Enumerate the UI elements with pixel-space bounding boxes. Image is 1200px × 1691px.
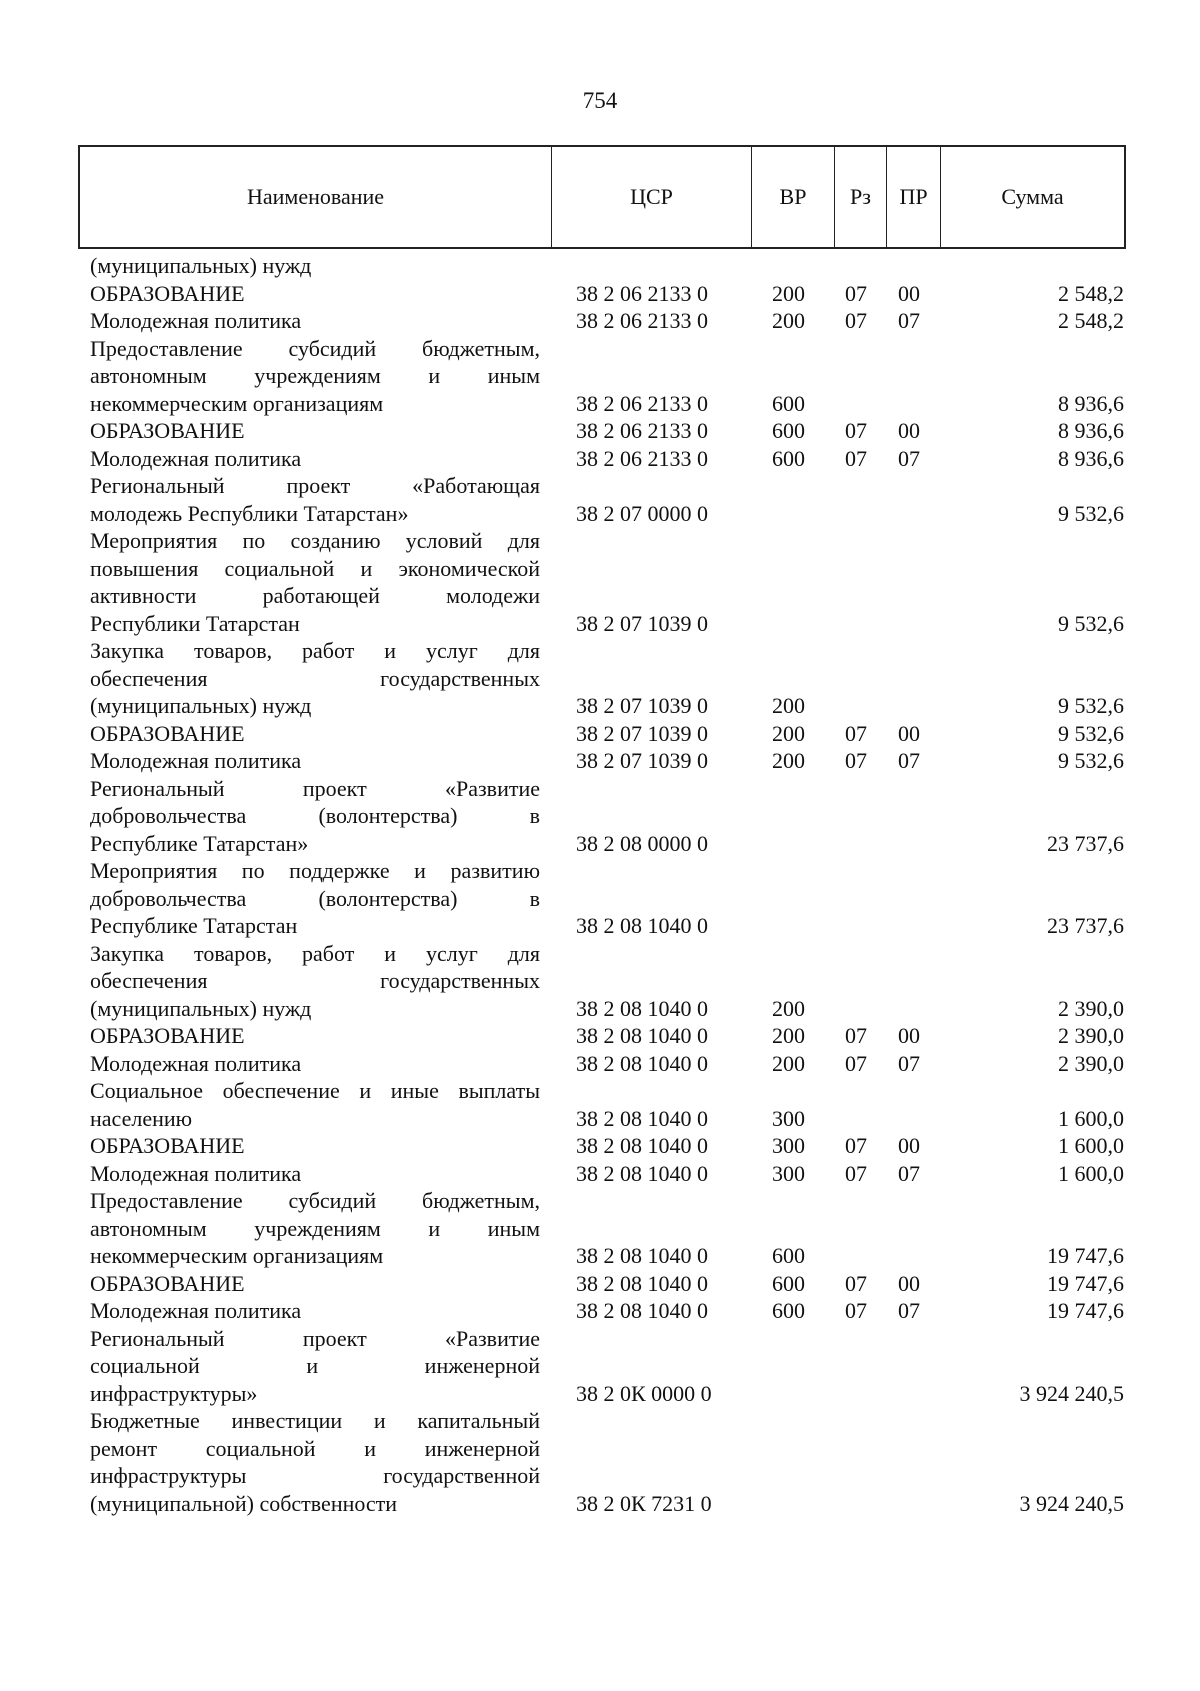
row-name-line: Региональный проект «Развитие — [90, 1325, 540, 1351]
table-row — [0, 1132, 1200, 1160]
table-row — [0, 472, 1200, 527]
header-sum: Сумма — [1001, 184, 1064, 209]
cell-sum: 9 532,6 — [1058, 693, 1124, 718]
cell-vr: 200 — [772, 995, 805, 1021]
row-name — [90, 747, 540, 775]
cell-vr: 300 — [772, 1105, 805, 1131]
table-row — [0, 1270, 1200, 1298]
table-row — [0, 252, 1200, 280]
header-vr: ВР — [752, 147, 835, 247]
cell-pr: 00 — [898, 720, 920, 746]
table-row — [0, 1325, 1200, 1408]
cell-vr: 600 — [772, 445, 805, 471]
table-body — [0, 252, 1200, 1517]
cell-pr: 00 — [898, 1023, 920, 1048]
cell-sum: 2 548,2 — [1058, 308, 1124, 333]
cell-sum: 1 600,0 — [1058, 1133, 1124, 1158]
table-row — [0, 1187, 1200, 1270]
row-name-line: некоммерческим организациям — [90, 1243, 384, 1268]
row-name — [90, 417, 540, 445]
row-name-line: Республике Татарстан» — [90, 830, 309, 856]
table-row — [0, 1297, 1200, 1325]
cell-vr: 300 — [772, 1133, 805, 1158]
cell-vr: 200 — [772, 1023, 805, 1048]
cell-pr: 07 — [898, 1298, 920, 1323]
table-row — [0, 280, 1200, 308]
table-row — [0, 720, 1200, 748]
cell-csr: 38 2 07 1039 0 — [576, 720, 708, 746]
row-name-line: инфраструктуры государственной — [90, 1463, 540, 1488]
cell-pr: 07 — [898, 1050, 920, 1076]
row-name-line: (муниципальных) нужд — [90, 253, 312, 278]
cell-csr: 38 2 08 1040 0 — [576, 1050, 708, 1076]
header-name: Наименование — [80, 147, 552, 247]
header-rz: Рз — [835, 147, 887, 247]
row-name — [90, 1132, 540, 1160]
cell-sum: 1 600,0 — [1058, 1105, 1124, 1131]
row-name — [90, 280, 540, 308]
cell-vr: 600 — [772, 418, 805, 443]
row-name-line: Республики Татарстан — [90, 610, 300, 636]
cell-csr: 38 2 08 1040 0 — [576, 1270, 708, 1296]
row-name-line: добровольчества (волонтерства) в — [90, 885, 540, 911]
header-csr: ЦСР — [552, 147, 752, 247]
row-name-line: ОБРАЗОВАНИЕ — [90, 280, 245, 306]
cell-pr: 00 — [898, 280, 920, 306]
row-name-line: социальной и инженерной — [90, 1353, 540, 1378]
cell-vr: 600 — [772, 1298, 805, 1323]
cell-pr: 00 — [898, 1133, 920, 1158]
header-pr: ПР — [887, 147, 941, 247]
cell-csr: 38 2 06 2133 0 — [576, 418, 708, 443]
row-name-line: ОБРАЗОВАНИЕ — [90, 1023, 245, 1048]
cell-csr: 38 2 08 1040 0 — [576, 1105, 708, 1131]
cell-sum: 2 390,0 — [1058, 1023, 1124, 1048]
cell-csr: 38 2 08 1040 0 — [576, 995, 708, 1021]
table-row — [0, 940, 1200, 1023]
cell-rz: 07 — [845, 748, 867, 773]
row-name-line: Молодежная политика — [90, 1160, 302, 1186]
row-name-line: Молодежная политика — [90, 1298, 302, 1323]
row-name-line: автономным учреждениям и иным — [90, 1215, 540, 1241]
row-name-line: молодежь Республики Татарстан» — [90, 500, 409, 526]
row-name-line: обеспечения государственных — [90, 968, 540, 993]
row-name-line: Региональный проект «Работающая — [90, 473, 540, 498]
row-name — [90, 335, 540, 418]
cell-rz: 07 — [845, 418, 867, 443]
cell-sum: 19 747,6 — [1047, 1298, 1124, 1323]
row-name — [90, 775, 540, 858]
cell-vr: 600 — [772, 1270, 805, 1296]
row-name-line: Молодежная политика — [90, 1050, 302, 1076]
table-row — [0, 747, 1200, 775]
cell-csr: 38 2 07 1039 0 — [576, 748, 708, 773]
row-name-line: Закупка товаров, работ и услуг для — [90, 638, 540, 663]
row-name — [90, 1050, 540, 1078]
row-name-line: ОБРАЗОВАНИЕ — [90, 720, 245, 746]
row-name — [90, 1297, 540, 1325]
cell-vr: 600 — [772, 1243, 805, 1268]
cell-rz: 07 — [845, 720, 867, 746]
cell-csr: 38 2 07 1039 0 — [576, 693, 708, 718]
cell-rz: 07 — [845, 308, 867, 333]
cell-csr: 38 2 0К 7231 0 — [576, 1490, 712, 1516]
cell-csr: 38 2 08 1040 0 — [576, 1023, 708, 1048]
cell-sum: 1 600,0 — [1058, 1160, 1124, 1186]
cell-rz: 07 — [845, 1050, 867, 1076]
cell-csr: 38 2 08 1040 0 — [576, 913, 708, 938]
row-name — [90, 307, 540, 335]
table-header — [78, 145, 1126, 249]
table-row — [0, 445, 1200, 473]
cell-sum: 2 390,0 — [1058, 1050, 1124, 1076]
cell-csr: 38 2 08 1040 0 — [576, 1298, 708, 1323]
table-row — [0, 1050, 1200, 1078]
cell-sum: 8 936,6 — [1058, 390, 1124, 416]
row-name-line: ОБРАЗОВАНИЕ — [90, 418, 245, 443]
row-name — [90, 637, 540, 720]
row-name-line: Мероприятия по поддержке и развитию — [90, 858, 540, 883]
cell-csr: 38 2 08 1040 0 — [576, 1133, 708, 1158]
cell-sum: 23 737,6 — [1047, 830, 1124, 856]
row-name — [90, 1325, 540, 1408]
row-name-line: ремонт социальной и инженерной — [90, 1435, 540, 1461]
row-name — [90, 1022, 540, 1050]
cell-rz: 07 — [845, 1270, 867, 1296]
cell-rz: 07 — [845, 1023, 867, 1048]
cell-csr: 38 2 0К 0000 0 — [576, 1380, 712, 1406]
cell-pr: 07 — [898, 308, 920, 333]
cell-csr: 38 2 07 0000 0 — [576, 500, 708, 526]
cell-sum: 9 532,6 — [1058, 500, 1124, 526]
cell-sum: 9 532,6 — [1058, 610, 1124, 636]
row-name — [90, 1160, 540, 1188]
table-row — [0, 527, 1200, 637]
cell-sum: 2 390,0 — [1058, 995, 1124, 1021]
cell-vr: 300 — [772, 1160, 805, 1186]
cell-rz: 07 — [845, 1298, 867, 1323]
row-name-line: инфраструктуры» — [90, 1380, 258, 1406]
row-name-line: Республике Татарстан — [90, 913, 298, 938]
table-row — [0, 1407, 1200, 1517]
table-row — [0, 417, 1200, 445]
cell-vr: 200 — [772, 1050, 805, 1076]
cell-csr: 38 2 06 2133 0 — [576, 280, 708, 306]
cell-pr: 07 — [898, 445, 920, 471]
cell-csr: 38 2 08 0000 0 — [576, 830, 708, 856]
table-row — [0, 307, 1200, 335]
row-name-line: добровольчества (волонтерства) в — [90, 803, 540, 828]
table-row — [0, 775, 1200, 858]
row-name — [90, 527, 540, 637]
cell-vr: 200 — [772, 720, 805, 746]
cell-sum: 23 737,6 — [1047, 913, 1124, 938]
table-row — [0, 335, 1200, 418]
row-name-line: Региональный проект «Развитие — [90, 775, 540, 801]
row-name — [90, 252, 540, 280]
row-name-line: (муниципальной) собственности — [90, 1490, 398, 1516]
row-name — [90, 1407, 540, 1517]
row-name — [90, 857, 540, 940]
cell-rz: 07 — [845, 1133, 867, 1158]
row-name — [90, 445, 540, 473]
row-name — [90, 940, 540, 1023]
cell-rz: 07 — [845, 1160, 867, 1186]
row-name-line: Социальное обеспечение и иные выплаты — [90, 1078, 540, 1103]
cell-sum: 9 532,6 — [1058, 748, 1124, 773]
table-row — [0, 637, 1200, 720]
row-name-line: некоммерческим организациям — [90, 390, 384, 416]
table-row — [0, 1022, 1200, 1050]
cell-pr: 07 — [898, 1160, 920, 1186]
cell-sum: 19 747,6 — [1047, 1270, 1124, 1296]
row-name — [90, 1077, 540, 1132]
cell-vr: 600 — [772, 390, 805, 416]
cell-csr: 38 2 06 2133 0 — [576, 308, 708, 333]
cell-vr: 200 — [772, 308, 805, 333]
row-name-line: Предоставление субсидий бюджетным, — [90, 335, 540, 361]
cell-sum: 8 936,6 — [1058, 445, 1124, 471]
table-row — [0, 857, 1200, 940]
cell-sum: 8 936,6 — [1058, 418, 1124, 443]
row-name — [90, 1270, 540, 1298]
row-name-line: ОБРАЗОВАНИЕ — [90, 1270, 245, 1296]
row-name-line: автономным учреждениям и иным — [90, 363, 540, 388]
cell-csr: 38 2 06 2133 0 — [576, 445, 708, 471]
row-name-line: Молодежная политика — [90, 748, 302, 773]
row-name-line: обеспечения государственных — [90, 665, 540, 691]
cell-sum: 9 532,6 — [1058, 720, 1124, 746]
row-name-line: Молодежная политика — [90, 445, 302, 471]
row-name-line: повышения социальной и экономической — [90, 555, 540, 581]
cell-sum: 2 548,2 — [1058, 280, 1124, 306]
row-name-line: ОБРАЗОВАНИЕ — [90, 1133, 245, 1158]
row-name — [90, 720, 540, 748]
cell-csr: 38 2 07 1039 0 — [576, 610, 708, 636]
cell-csr: 38 2 06 2133 0 — [576, 390, 708, 416]
cell-sum: 3 924 240,5 — [1019, 1380, 1124, 1406]
cell-csr: 38 2 08 1040 0 — [576, 1160, 708, 1186]
table-row — [0, 1077, 1200, 1132]
row-name-line: активности работающей молодежи — [90, 583, 540, 608]
cell-csr: 38 2 08 1040 0 — [576, 1243, 708, 1268]
row-name-line: (муниципальных) нужд — [90, 693, 312, 718]
cell-pr: 00 — [898, 418, 920, 443]
table-row — [0, 1160, 1200, 1188]
cell-rz: 07 — [845, 280, 867, 306]
row-name-line: населению — [90, 1105, 193, 1131]
row-name-line: Мероприятия по созданию условий для — [90, 528, 540, 553]
page-number: 754 — [582, 88, 618, 113]
row-name — [90, 1187, 540, 1270]
row-name-line: Бюджетные инвестиции и капитальный — [90, 1408, 540, 1433]
cell-vr: 200 — [772, 280, 805, 306]
cell-pr: 00 — [898, 1270, 920, 1296]
cell-sum: 19 747,6 — [1047, 1243, 1124, 1268]
row-name-line: Предоставление субсидий бюджетным, — [90, 1188, 540, 1213]
row-name-line: Молодежная политика — [90, 308, 302, 333]
cell-pr: 07 — [898, 748, 920, 773]
cell-vr: 200 — [772, 693, 805, 718]
row-name-line: (муниципальных) нужд — [90, 995, 312, 1021]
cell-vr: 200 — [772, 748, 805, 773]
row-name-line: Закупка товаров, работ и услуг для — [90, 940, 540, 966]
cell-rz: 07 — [845, 445, 867, 471]
cell-sum: 3 924 240,5 — [1019, 1490, 1124, 1516]
row-name — [90, 472, 540, 527]
